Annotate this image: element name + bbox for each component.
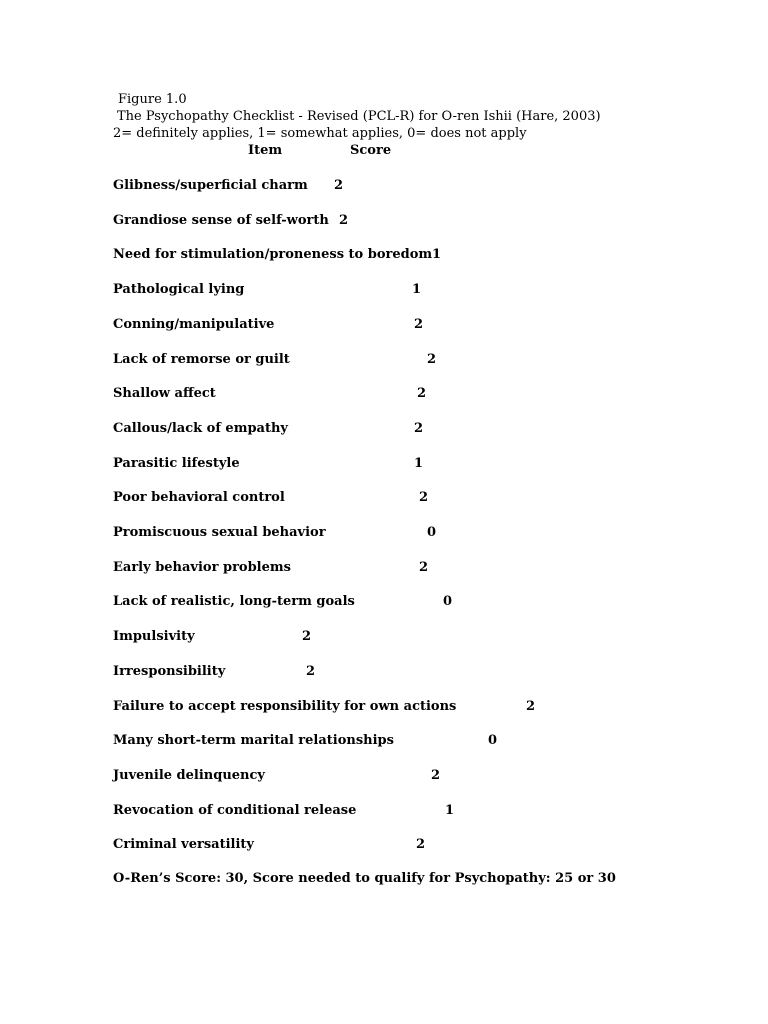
checklist-item-label: Parasitic lifestyle — [113, 456, 240, 471]
checklist-item-score: 2 — [419, 560, 429, 575]
checklist-item-label: Glibness/superficial charm — [113, 178, 308, 193]
checklist-item-label: Criminal versatility — [113, 837, 254, 852]
checklist-item-label: Impulsivity — [113, 629, 195, 644]
checklist-item-label: Juvenile delinquency — [113, 768, 265, 783]
checklist-item-score: 2 — [334, 178, 344, 193]
checklist-item-label: Revocation of conditional release — [113, 803, 357, 818]
checklist-item-label: Lack of remorse or guilt — [113, 352, 290, 367]
column-header-item: Item — [248, 143, 283, 158]
checklist-item-score: 2 — [306, 664, 316, 679]
checklist-item-score: 2 — [431, 768, 441, 783]
checklist-item-score: 1 — [414, 456, 424, 471]
checklist-item-label: Shallow affect — [113, 386, 216, 401]
checklist-item-score: 0 — [488, 733, 498, 748]
document-title: The Psychopathy Checklist - Revised (PCL-R) for O-ren Ishii (Hare, 2003) — [117, 109, 601, 124]
checklist-item-label: Early behavior problems — [113, 560, 291, 575]
checklist-item-label: Pathological lying — [113, 282, 245, 297]
checklist-item-score: 2 — [417, 386, 427, 401]
checklist-item-score: 2 — [416, 837, 426, 852]
summary-line: O-Ren’s Score: 30, Score needed to qualify for Psychopathy: 25 or 30 — [113, 871, 616, 886]
figure-label: Figure 1.0 — [118, 92, 187, 107]
checklist-item-label: Irresponsibility — [113, 664, 226, 679]
checklist-item-score: 2 — [526, 699, 536, 714]
checklist-item-score: 1 — [445, 803, 455, 818]
checklist-item-score: 1 — [412, 282, 422, 297]
checklist-item-label: Failure to accept responsibility for own actions — [113, 699, 457, 714]
checklist-item-label: Conning/manipulative — [113, 317, 275, 332]
checklist-item-score: 2 — [302, 629, 312, 644]
checklist-item-score: 0 — [443, 594, 453, 609]
checklist-item-label: Many short-term marital relationships — [113, 733, 394, 748]
checklist-item-label: Callous/lack of empathy — [113, 421, 288, 436]
checklist-item-score: 1 — [432, 247, 442, 262]
checklist-item-label: Lack of realistic, long-term goals — [113, 594, 355, 609]
checklist-item-score: 2 — [419, 490, 429, 505]
checklist-item-label: Promiscuous sexual behavior — [113, 525, 326, 540]
checklist-item-label: Grandiose sense of self-worth — [113, 213, 329, 228]
checklist-item-score: 0 — [427, 525, 437, 540]
checklist-item-score: 2 — [427, 352, 437, 367]
checklist-item-label: Need for stimulation/proneness to boredom — [113, 247, 433, 262]
checklist-item-label: Poor behavioral control — [113, 490, 285, 505]
checklist-item-score: 2 — [339, 213, 349, 228]
checklist-item-score: 2 — [414, 317, 424, 332]
checklist-item-score: 2 — [414, 421, 424, 436]
score-legend: 2= definitely applies, 1= somewhat applies, 0= does not apply — [113, 126, 527, 141]
column-header-score: Score — [350, 143, 392, 158]
